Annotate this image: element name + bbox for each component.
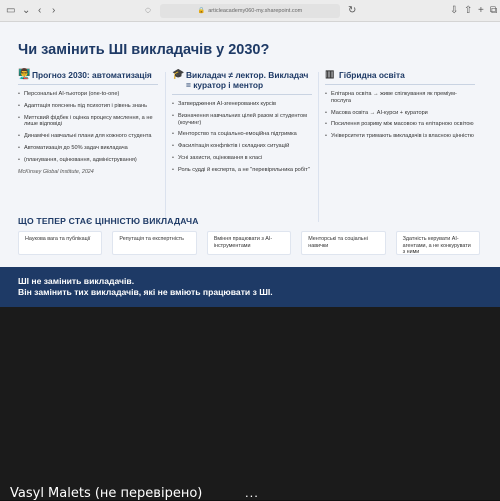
column-hybrid [325,70,475,145]
list-item: • Миттєвий фідбек і оцінка процесу мислення, а не лише відповіді [18,115,158,129]
column-heading: Гібридна освіта [339,70,405,80]
value-card: Вміння працювати з AI-інструментами [207,231,291,255]
list-item: • Затвердження AI-згенерованих курсів [172,101,312,108]
list-item: • Роль судді й експерта, а не "перевіряльника робіт" [172,167,312,174]
column-heading: Викладач ≠ лектор. Викладач = куратор і ментор [186,70,309,90]
lock-icon: 🔒 [197,8,206,14]
source-note: McKinsey Global Institute, 2024 [18,168,94,175]
column-forecast [18,70,158,175]
value-card: Наукова вага та публікації [18,231,102,255]
column-separator [318,72,319,222]
presentation-slide [0,22,500,267]
participant-name: Vasyl Malets (не перевірено) [10,486,203,501]
divider [18,84,158,85]
slide-title: Чи замінить ШІ викладачів у 2030? [18,42,270,58]
participant-video-area [0,307,500,500]
section-title: ЩО ТЕПЕР СТАЄ ЦІННІСТЮ ВИКЛАДАЧА [18,216,199,226]
list-item: • Персональні AI-тьютори (one-to-one) [18,91,158,98]
chevron-right-icon[interactable]: › [52,5,56,16]
column-heading: Прогноз 2030: автоматизація [32,70,152,80]
new-tab-icon[interactable]: + [478,5,484,16]
divider [172,94,312,95]
banner-line: ШІ не замінить викладачів. [18,276,135,286]
chevron-left-icon[interactable]: ‹ [38,5,42,16]
bullet-list [18,91,158,164]
chevron-down-icon[interactable]: ⌄ [22,5,31,16]
column-separator [165,72,166,222]
sidebar-toggle-icon[interactable]: ▭ [6,5,16,16]
list-item: • Елітарна освіта → живе спілкування як преміум-послуга [325,91,475,105]
reload-icon[interactable]: ↻ [348,5,357,16]
column-role-shift [172,70,312,179]
browser-toolbar [0,0,500,22]
graduation-cap-icon: 🎓 [172,69,185,80]
download-icon[interactable]: ⇩ [450,5,459,16]
list-item: • Динамічні навчальні плани для кожного студента [18,133,158,140]
list-item: • Університети тримають викладачів із власною цінністю [325,133,475,140]
value-card: Репутація та експертність [112,231,196,255]
list-item: • Адаптація пояснень під психотип і рівень знань [18,103,158,110]
list-item: • Менторство та соціально-емоційна підтримка [172,131,312,138]
hybrid-icon: ▥ [325,69,335,80]
value-card: Здатність керувати AI-агентами, а не конкурувати з ними [396,231,480,255]
tabs-overview-icon[interactable]: ⧉ [490,5,498,16]
url-text: articleacademy060-my.sharepoint.com [208,8,303,14]
share-icon[interactable]: ⇧ [464,5,473,16]
list-item: • (планування, оцінювання, адміністрування) [18,157,158,164]
list-item: • Масова освіта → AI-курси + куратори [325,110,475,117]
list-item: • Автоматизація до 50% задач викладача [18,145,158,152]
list-item: • Фасилітація конфліктів і складних ситуацій [172,143,312,150]
list-item: • Посилення розриву між масовою та елітарною освітою [325,121,475,128]
bullet-list [325,91,475,140]
shield-icon[interactable]: ◌ [145,5,151,16]
list-item: • Усні захисти, оцінювання в класі [172,155,312,162]
teacher-icon: 👨‍🏫 [18,69,31,80]
divider [325,84,475,85]
list-item: • Визначення навчальних цілей разом зі студентом (коучинг) [172,113,312,127]
value-card: Менторські та соціальні навички [301,231,385,255]
more-options-button[interactable]: ... [245,485,259,500]
value-cards [18,231,480,255]
banner-line: Він замінить тих викладачів, які не вміють працювати з ШІ. [18,287,273,297]
bullet-list [172,101,312,174]
address-bar[interactable] [160,4,340,18]
conclusion-banner [0,267,500,307]
